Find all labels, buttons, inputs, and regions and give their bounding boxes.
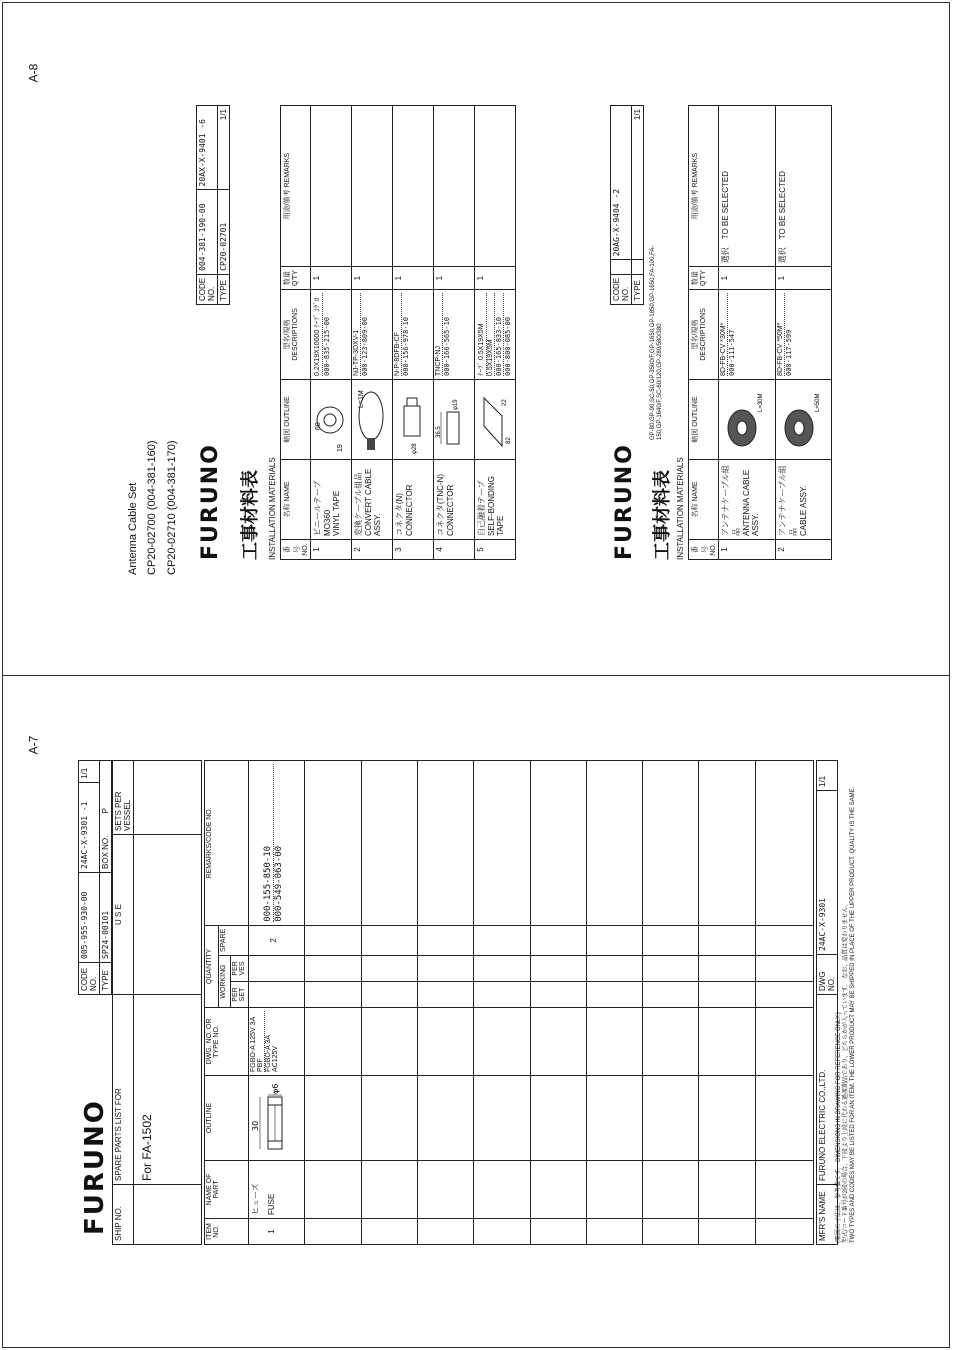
n-connector-icon: [394, 386, 428, 456]
hdr-per-ves: PER VES: [231, 956, 249, 982]
code-no-1: 000-155-850-10: [263, 764, 274, 922]
qty: 1: [775, 267, 832, 290]
sheet: 1/1: [632, 106, 644, 260]
hdr-quantity: QUANTITY: [205, 925, 219, 1007]
hdr-outline: 略図 OUTLINE: [689, 380, 719, 460]
installation-materials-table-2: [610, 105, 832, 560]
table2-code-block: [610, 105, 644, 305]
name-jp: ビニールテープ MO360: [313, 472, 332, 536]
title-en: INSTALLATION MATERIALS: [676, 457, 685, 560]
title-jp: 工事材料表: [240, 470, 260, 560]
hdr-qty: 数量 Q'TY: [281, 267, 311, 290]
hdr-outline: OUTLINE: [205, 1076, 249, 1161]
svg-text:19: 19: [337, 444, 344, 452]
note-jp-2: 型式/コード番号が2段の場合、下段より上段に代わる過渡期品であり、どちらかが入っています。 なお、品質は変わりません。: [843, 900, 850, 1243]
table-row: [434, 106, 475, 560]
svg-text:L=30M: L=30M: [758, 393, 764, 412]
name: SELF-BONDING TAPE: [487, 475, 505, 536]
hdr-name-of-part: NAME OF PART: [205, 1161, 249, 1219]
heading-model-1: CP20-02700 (004-381-160): [146, 440, 159, 575]
footer-sheet: 1/1: [817, 761, 838, 791]
code: 000-835-215-00: [323, 316, 331, 376]
fuse-outline-icon: [250, 1079, 300, 1157]
title-en: INSTALLATION MATERIALS: [268, 457, 277, 560]
name-jp: コネクタ(N): [395, 493, 404, 536]
code-2: 000-800-085-00: [504, 316, 512, 376]
hdr-outline: 略図 OUTLINE: [281, 380, 311, 460]
box-no: P: [101, 808, 110, 814]
hdr-spare: SPARE: [219, 925, 249, 955]
code: 000-111-547: [728, 329, 736, 376]
name-jp: 自己融着テープ: [477, 480, 486, 536]
dwg-ref: 20AG-X-9404 -2: [611, 106, 632, 260]
table1-code-block: [196, 105, 230, 305]
furuno-logo: FURUNO: [80, 1099, 110, 1235]
spare-qty: 2: [249, 925, 305, 955]
parts-table: [204, 760, 814, 1245]
svg-text:φ28: φ28: [412, 443, 418, 454]
models: GP-80,GP-90,SC-50,GP-3500/F,GP-1650,GP-1850,GP-1650,FA-100,FA-150,GP-1640/F,SC-60/120,GP-280/580/380: [650, 245, 664, 440]
name-jp: コネクタ(TNC-N): [436, 473, 445, 536]
footer-notes: [836, 763, 858, 1243]
cable-coil-icon: [777, 386, 823, 456]
page-divider: [2, 675, 950, 676]
code-no: 005-955-930-00: [79, 872, 100, 962]
antenna-cable-heading: [124, 375, 184, 575]
dwg-ref: 20AX-X-9401 -6: [197, 106, 218, 190]
row-no: 2: [352, 540, 393, 560]
code-no-label: CODE NO.: [611, 274, 632, 304]
name-jp: 変換ケーブル組品: [354, 472, 363, 536]
row-no: 4: [434, 540, 475, 560]
type: SP24-00101: [100, 872, 112, 962]
bonding-tape-icon: [476, 386, 510, 456]
remarks: 選択 TO BE SELECTED: [775, 106, 832, 267]
note-jp-1: (略図の寸法は、参考値です。 DIMENSIONS IN DRAWING FOR REFERENCE ONLY.): [836, 1012, 842, 1243]
row-no: 5: [475, 540, 516, 560]
sheet: 1/1: [79, 761, 100, 783]
name: VINYL TAPE: [332, 490, 341, 536]
use-label: U S E: [113, 835, 134, 995]
table-row: [719, 106, 776, 560]
cable-coil-icon: [720, 386, 766, 456]
dim-length: 30: [251, 1120, 261, 1131]
qty: 1: [434, 267, 475, 290]
type-no-1: FGBO-A 125V 3A PBF: [250, 1017, 265, 1072]
table-row: [393, 106, 434, 560]
table-row: [311, 106, 352, 560]
ship-no-label: SHIP NO.: [113, 1185, 134, 1245]
hdr-per-set: PER SET: [231, 982, 249, 1008]
hdr-no: 番号 NO.: [281, 540, 311, 560]
installation-materials-table-1: [196, 105, 516, 560]
vinyl-tape-icon: [312, 386, 346, 456]
footer-block: [816, 760, 838, 1245]
desc: N-P-8DFB-CF: [394, 293, 402, 376]
sheet: 1/1: [218, 106, 230, 190]
convert-cable-icon: [353, 386, 387, 456]
code-no-2: 000-549-063-00: [274, 845, 285, 922]
name: ANTENNA CABLE ASSY.: [742, 469, 760, 536]
hdr-name: 名称 NAME: [689, 460, 719, 540]
desc: 0.2X19X10000 ﾃｰﾌﾟ ｺｸﾞﾛ: [312, 293, 323, 376]
table-row: [352, 106, 393, 560]
code: 000-165-833-10: [495, 293, 504, 376]
desc-2: 0.5X19X5M: [487, 293, 495, 376]
type-no-2: FGBO-A 3A AC125V: [265, 1035, 280, 1072]
row-no: 1: [311, 540, 352, 560]
page-label-a8: A-8: [26, 63, 41, 83]
type-label: TYPE: [218, 274, 230, 304]
for-model: For FA-1502: [134, 995, 202, 1185]
code: 000-166-565-10: [443, 316, 451, 376]
row-no: 2: [775, 540, 832, 560]
svg-text:60: 60: [315, 422, 322, 430]
qty: 1: [311, 267, 352, 290]
row-no: 1: [719, 540, 776, 560]
desc: 8D-FB-CV *50M*: [777, 293, 785, 376]
name-jp: アンテナケーブル組品: [721, 465, 741, 536]
desc: TNCP-NJ: [435, 293, 443, 376]
part-name-jp: ヒューズ: [251, 1183, 261, 1215]
hdr-dwg-no: DWG. NO. OR TYPE NO.: [205, 1008, 249, 1076]
table2-grid: [688, 105, 832, 560]
row-no: 3: [393, 540, 434, 560]
title-block: [112, 760, 202, 1245]
table-row: [475, 106, 516, 560]
note-en: TWO TYPES AND CODES MAY BE LISTED FOR AN ITEM. THE LOWER PRODUCT MAY BE SHIPPED IN PLACE OF THE UPPER PRODUCT. QUALITY IS THE SAME.: [850, 786, 857, 1243]
title-jp: 工事材料表: [652, 470, 672, 560]
mfr-name: FURUNO ELECTRIC CO.,LTD.: [817, 995, 838, 1185]
list-title: SPARE PARTS LIST FOR: [113, 995, 134, 1185]
hdr-qty: 数量 Q'TY: [689, 267, 719, 290]
code-no: [611, 260, 632, 275]
name-jp: アンテナケーブル組品: [777, 465, 798, 536]
dim-dia: φ6: [271, 1083, 281, 1094]
code-no-label: CODE NO.: [197, 274, 218, 304]
item-no: 1: [249, 1219, 305, 1245]
svg-text:22: 22: [502, 399, 508, 406]
svg-text:36.5: 36.5: [436, 426, 442, 438]
sets-per-vessel: SETS PER VESSEL: [113, 761, 134, 835]
dwg-no-label: DWG NO.: [817, 955, 838, 995]
tnc-connector-icon: [435, 386, 469, 456]
name: CABLE ASSY.: [798, 485, 808, 536]
hdr-remarks: 用途/備考 REMARKS: [281, 106, 311, 267]
hdr-remarks: REMARKS/CODE NO.: [205, 761, 249, 926]
table1-grid: [280, 105, 516, 560]
qty: 1: [719, 267, 776, 290]
table-row: [249, 761, 305, 1245]
hdr-no: 番号 NO.: [689, 540, 719, 560]
dwg-no: 24AC-X-9301: [817, 791, 838, 955]
code: 000-123-809-00: [361, 316, 369, 376]
desc: NJ-TP-3DXV-1: [353, 293, 361, 376]
table-row: [775, 106, 832, 560]
furuno-logo: FURUNO: [198, 443, 223, 560]
desc: 8D-FB-CV *30M*: [720, 293, 728, 376]
heading-title: Antenna Cable Set: [127, 482, 139, 575]
remarks: 選択 TO BE SELECTED: [719, 106, 776, 267]
page-label-a7: A-7: [26, 735, 41, 755]
name: CONVERT CABLE ASSY.: [364, 468, 382, 536]
type-label: TYPE: [100, 963, 112, 995]
part-name: FUSE: [267, 1193, 277, 1215]
hdr-item-no: ITEM NO.: [205, 1219, 249, 1245]
type: CP20-02701: [218, 190, 230, 274]
hdr-desc: 型名/規格 DESCRIPTIONS: [281, 290, 311, 380]
hdr-name: 名称 NAME: [281, 460, 311, 540]
hdr-working: WORKING: [219, 956, 231, 1008]
heading-model-2: CP20-02710 (004-381-170): [165, 440, 178, 575]
qty: 1: [393, 267, 434, 290]
hdr-desc: 型名/規格 DESCRIPTIONS: [689, 290, 719, 380]
code: 000-156-978-10: [402, 316, 410, 376]
svg-text:L=1M: L=1M: [358, 390, 365, 408]
box-no-label: BOX NO.: [101, 835, 110, 869]
code: 000-117-599: [784, 329, 793, 376]
svg-text:82: 82: [506, 437, 512, 444]
code-no: 004-381-190-00: [197, 190, 218, 274]
svg-text:L=50M: L=50M: [814, 393, 821, 412]
spare-parts-list: [78, 760, 858, 1245]
name: CONNECTOR: [405, 484, 414, 536]
type: [632, 260, 644, 275]
dwg-ref: 24AC-X-9301 -1: [79, 782, 100, 872]
code-block: [78, 760, 112, 995]
code-no-label: CODE NO.: [79, 963, 100, 995]
furuno-logo: FURUNO: [612, 443, 637, 560]
svg-text:φ19: φ19: [453, 399, 459, 410]
type-label: TYPE: [632, 274, 644, 304]
qty: 1: [352, 267, 393, 290]
mfr-label: MFR'S NAME: [817, 1185, 838, 1245]
hdr-remarks: 用途/備考 REMARKS: [689, 106, 719, 267]
qty: 1: [475, 267, 516, 290]
name: CONNECTOR: [446, 484, 455, 536]
desc: ﾃｰﾌﾟ 0.5X19X5M: [476, 293, 487, 376]
